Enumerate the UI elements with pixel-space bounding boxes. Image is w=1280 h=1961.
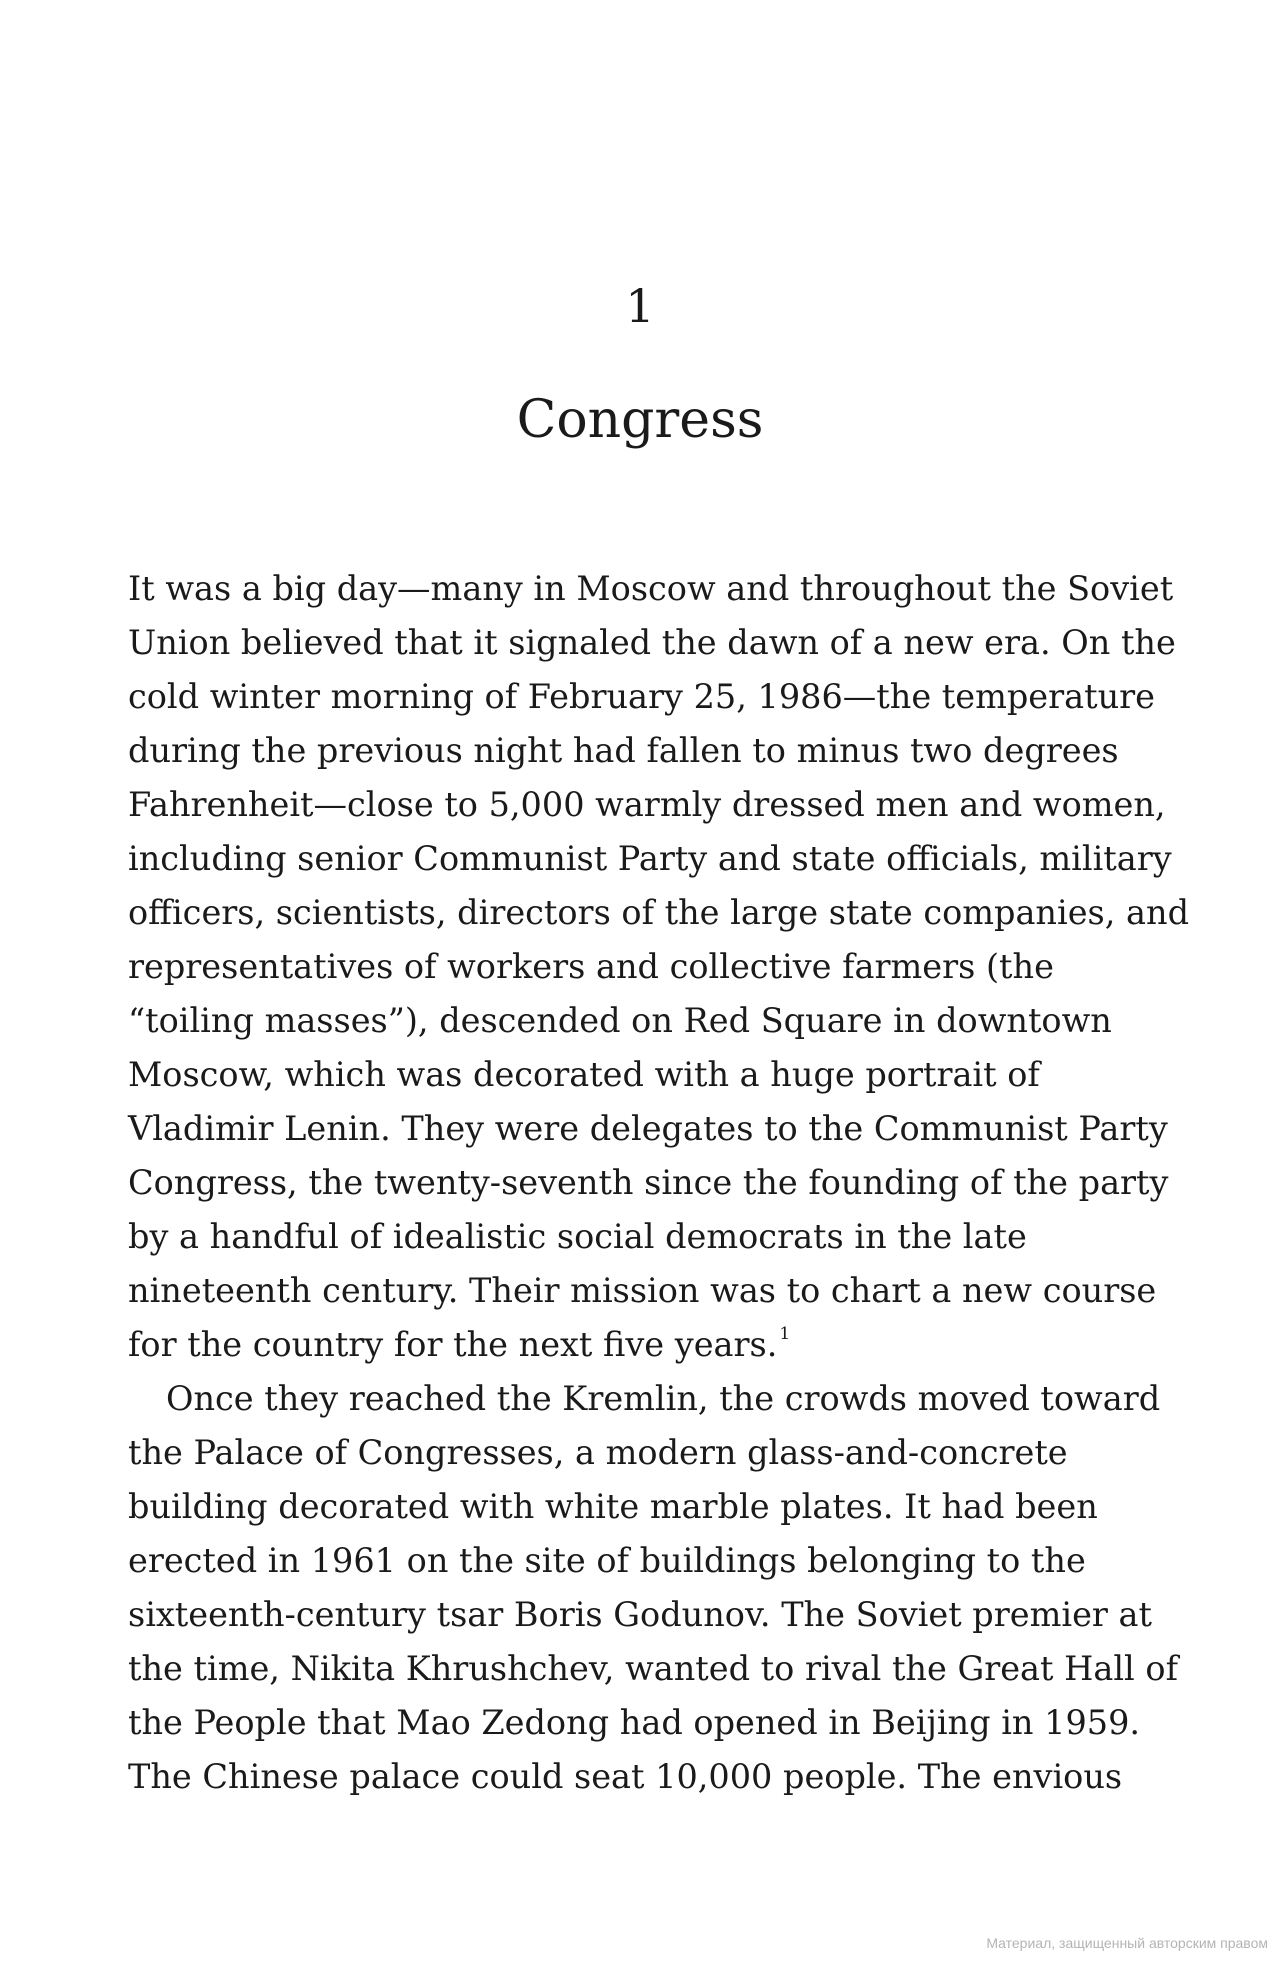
- text-line: Moscow, which was decorated with a huge portrait of: [128, 1055, 1040, 1094]
- text-line: Fahrenheit—close to 5,000 warmly dressed men and women,: [128, 785, 1166, 824]
- text-line-last: [128, 1318, 1152, 1372]
- text-line: cold winter morning of February 25, 1986—the temperature: [128, 677, 1155, 716]
- text-line: officers, scientists, directors of the large state companies, and: [128, 893, 1190, 932]
- text-line: Once they reached the Kremlin, the crowds moved toward: [166, 1379, 1161, 1418]
- text-line: representatives of workers and collective farmers (the: [128, 947, 1054, 986]
- text-line: The Chinese palace could seat 10,000 people. The envious: [128, 1757, 1123, 1796]
- text-line: the Palace of Congresses, a modern glass-and-concrete: [128, 1433, 1068, 1472]
- text-line: erected in 1961 on the site of buildings belonging to the: [128, 1541, 1086, 1580]
- chapter-body: [128, 562, 1190, 1804]
- footnote-ref[interactable]: 1: [779, 1324, 791, 1344]
- text-line: including senior Communist Party and state officials, military: [128, 839, 1172, 878]
- text-line: “toiling masses”), descended on Red Square in downtown: [128, 1001, 1112, 1040]
- copyright-watermark: Материал, защищенный авторским правом: [986, 1935, 1268, 1951]
- text-line: nineteenth century. Their mission was to chart a new course: [128, 1271, 1157, 1310]
- paragraph-1: [128, 562, 1190, 1372]
- paragraph-2: [128, 1372, 1178, 1804]
- text-line: the time, Nikita Khrushchev, wanted to rival the Great Hall of: [128, 1649, 1178, 1688]
- text-line: during the previous night had fallen to minus two degrees: [128, 731, 1119, 770]
- text-line: sixteenth-century tsar Boris Godunov. The Soviet premier at: [128, 1595, 1152, 1634]
- text-line-content: for the country for the next five years.: [128, 1325, 778, 1364]
- text-line: Vladimir Lenin. They were delegates to the Communist Party: [128, 1109, 1168, 1148]
- text-line: by a handful of idealistic social democrats in the late: [128, 1217, 1027, 1256]
- text-line: building decorated with white marble plates. It had been: [128, 1487, 1098, 1526]
- chapter-number: 1: [625, 279, 655, 333]
- text-line: the People that Mao Zedong had opened in Beijing in 1959.: [128, 1703, 1141, 1742]
- text-line: It was a big day—many in Moscow and throughout the Soviet: [128, 569, 1174, 608]
- text-line: Union believed that it signaled the dawn of a new era. On the: [128, 623, 1176, 662]
- chapter-title: Congress: [516, 390, 764, 450]
- text-line: Congress, the twenty-seventh since the founding of the party: [128, 1163, 1169, 1202]
